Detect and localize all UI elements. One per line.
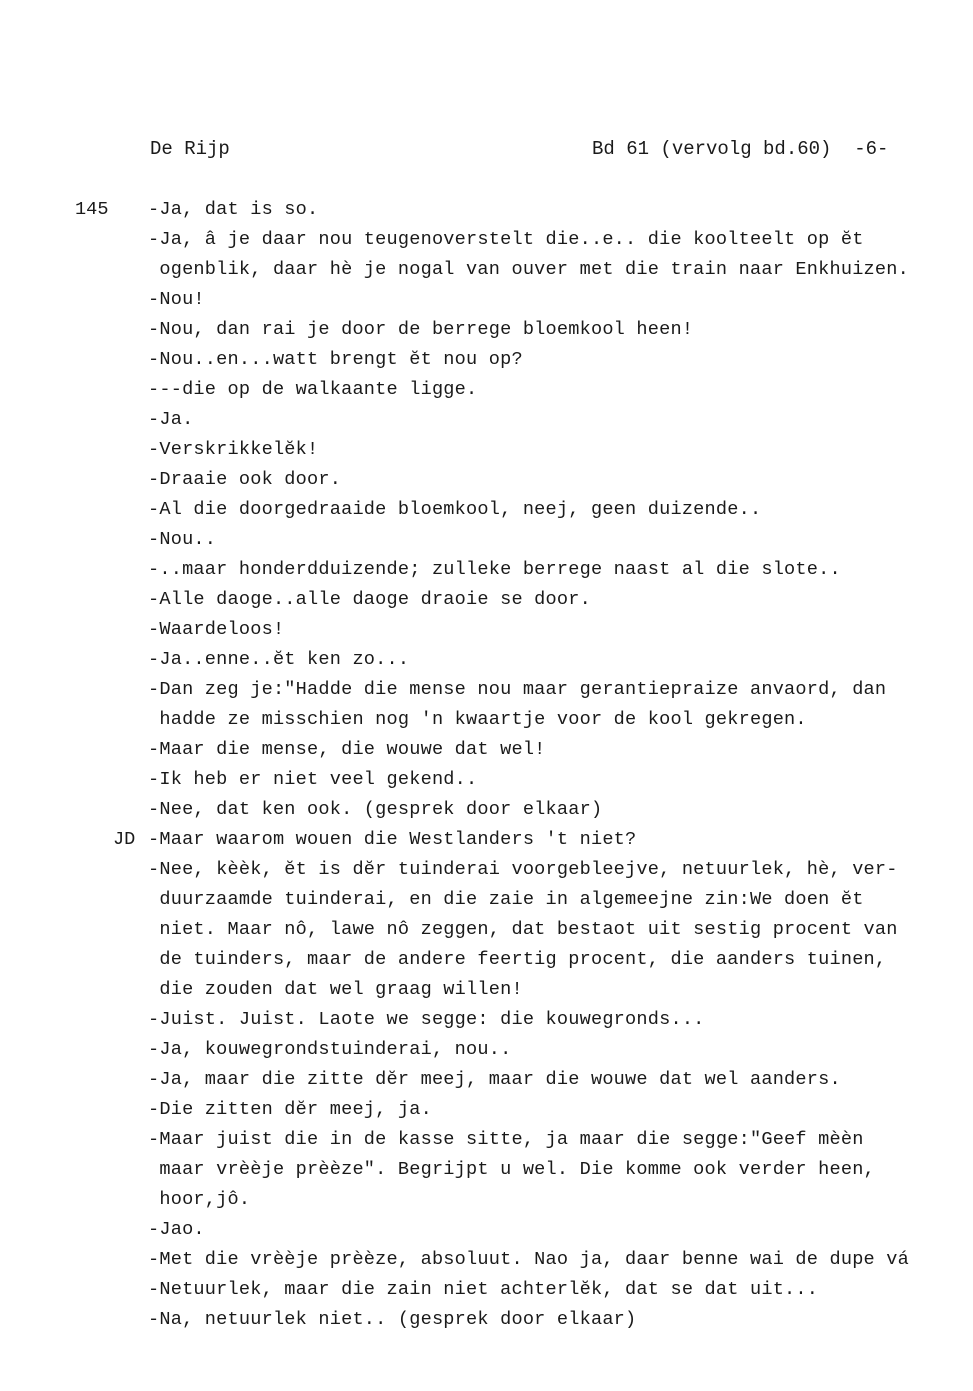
transcript-line: hoor,jô. bbox=[148, 1189, 251, 1210]
transcript-line: -Al die doorgedraaide bloemkool, neej, geen duizende.. bbox=[148, 499, 762, 520]
transcript-line: -Netuurlek, maar die zain niet achterlĕk, dat se dat uit... bbox=[148, 1279, 819, 1300]
transcript-line: -Die zitten dĕr meej, ja. bbox=[148, 1099, 432, 1120]
transcript-line: -Verskrikkelĕk! bbox=[148, 439, 319, 460]
speaker-mark: JD bbox=[113, 829, 136, 850]
transcript-line: -Nou, dan rai je door de berrege bloemkool heen! bbox=[148, 319, 694, 340]
header-location: De Rijp bbox=[150, 138, 230, 160]
transcript-line: duurzaamde tuinderai, en die zaie in algemeejne zin:We doen ĕt bbox=[148, 889, 864, 910]
transcript-line: niet. Maar nô, lawe nô zeggen, dat bestaot uit sestig procent van bbox=[148, 919, 898, 940]
transcript-line: -Ik heb er niet veel gekend.. bbox=[148, 769, 478, 790]
transcript-line: -Waardeloos! bbox=[148, 619, 285, 640]
transcript-line: -Nou.. bbox=[148, 529, 217, 550]
transcript-line: hadde ze misschien nog 'n kwaartje voor de kool gekregen. bbox=[148, 709, 807, 730]
transcript-line: -..maar honderdduizende; zulleke berrege naast al die slote.. bbox=[148, 559, 841, 580]
transcript-line: maar vrèèje prèèze". Begrijpt u wel. Die komme ook verder heen, bbox=[148, 1159, 875, 1180]
transcript-line: -Maar die mense, die wouwe dat wel! bbox=[148, 739, 546, 760]
transcript-line: de tuinders, maar de andere feertig procent, die aanders tuinen, bbox=[148, 949, 887, 970]
transcript-line: -Ja, dat is so. bbox=[148, 199, 319, 220]
transcript-line: ---die op de walkaante ligge. bbox=[148, 379, 478, 400]
transcript-line: -Nee, dat ken ook. (gesprek door elkaar) bbox=[148, 799, 603, 820]
transcript-line: -Draaie ook door. bbox=[148, 469, 342, 490]
transcript-line: -Ja, kouwegrondstuinderai, nou.. bbox=[148, 1039, 512, 1060]
transcript-line: -Ja..enne..ĕt ken zo... bbox=[148, 649, 410, 670]
transcript-line: ogenblik, daar hè je nogal van ouver met die train naar Enkhuizen. bbox=[148, 259, 909, 280]
transcript-line: die zouden dat wel graag willen! bbox=[148, 979, 523, 1000]
transcript-line: -Ja. bbox=[148, 409, 194, 430]
line-number: 145 bbox=[75, 199, 109, 220]
transcript-line: -Nou..en...watt brengt ĕt nou op? bbox=[148, 349, 523, 370]
transcript-line: -Juist. Juist. Laote we segge: die kouwegronds... bbox=[148, 1009, 705, 1030]
transcript-line: -Maar juist die in de kasse sitte, ja maar die segge:"Geef mèèn bbox=[148, 1129, 864, 1150]
header-reference: Bd 61 (vervolg bd.60) -6- bbox=[592, 138, 889, 160]
transcript-line: -Ja, maar die zitte dĕr meej, maar die wouwe dat wel aanders. bbox=[148, 1069, 841, 1090]
transcript-line: -Met die vrèèje prèèze, absoluut. Nao ja, daar benne wai de dupe vá bbox=[148, 1249, 909, 1270]
transcript-line: -Ja, â je daar nou teugenoverstelt die..e.. die koolteelt op ĕt bbox=[148, 229, 864, 250]
transcript-line: -Nou! bbox=[148, 289, 205, 310]
transcript-line: -Na, netuurlek niet.. (gesprek door elkaar) bbox=[148, 1309, 637, 1330]
transcript-line: -Alle daoge..alle daoge draoie se door. bbox=[148, 589, 591, 610]
transcript-line: -Maar waarom wouen die Westlanders 't niet? bbox=[148, 829, 637, 850]
transcript-line: -Dan zeg je:"Hadde die mense nou maar gerantiepraize anvaord, dan bbox=[148, 679, 887, 700]
transcript-line: -Jao. bbox=[148, 1219, 205, 1240]
transcript-line: -Nee, kèèk, ĕt is dĕr tuinderai voorgebleejve, netuurlek, hè, ver- bbox=[148, 859, 898, 880]
